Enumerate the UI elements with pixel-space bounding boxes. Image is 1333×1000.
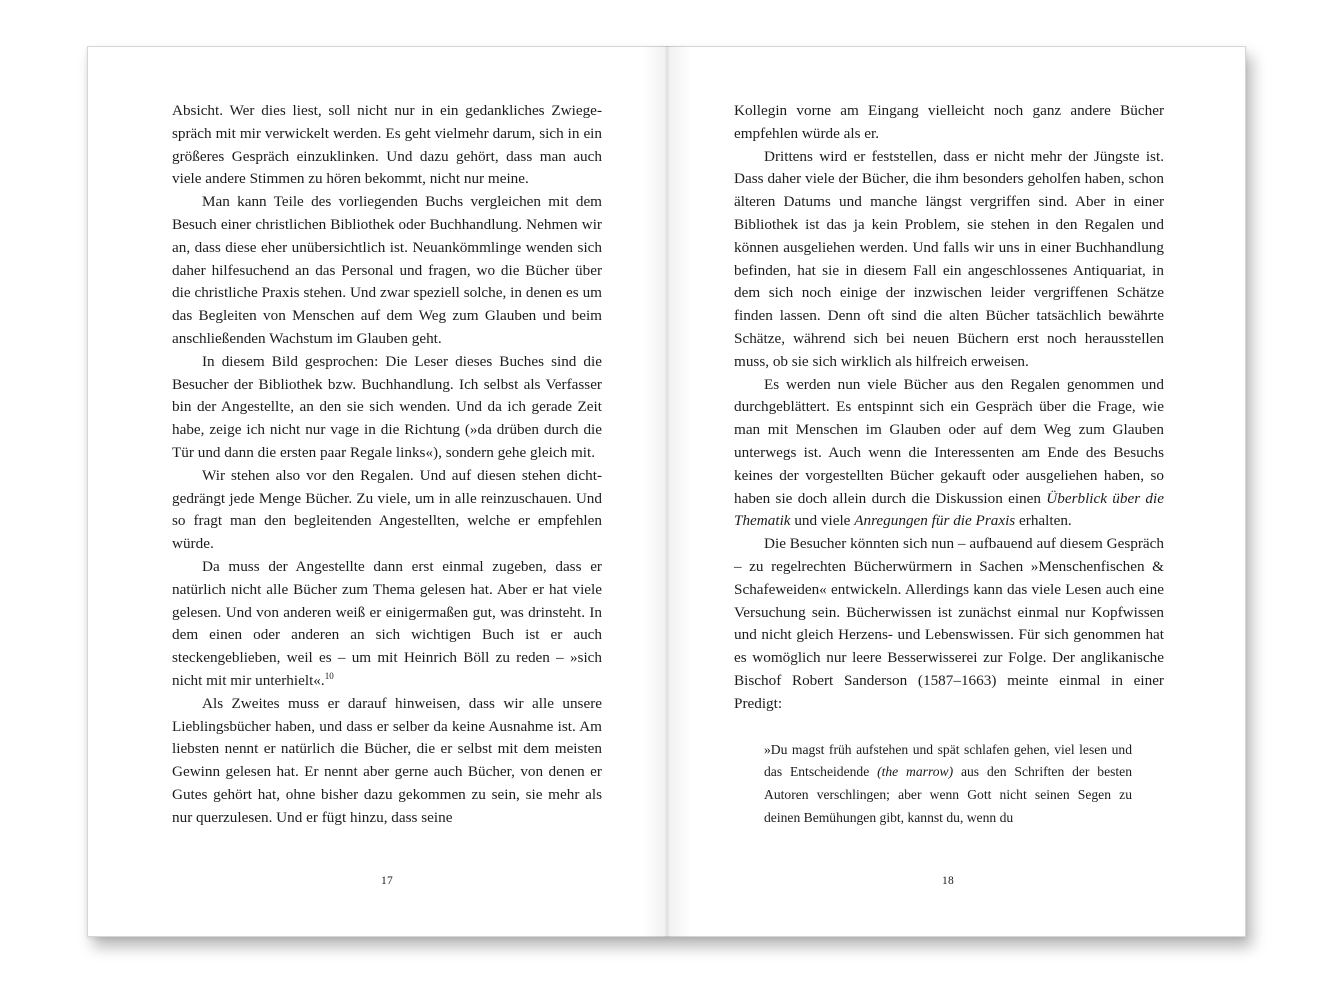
paragraph	[734, 374, 1164, 534]
block-quote	[764, 739, 1132, 830]
left-page-body	[172, 100, 602, 830]
right-page-body	[734, 100, 1164, 830]
emphasis-overview: Überblick über die Thematik	[734, 489, 1164, 530]
footnote-reference[interactable]: 10	[324, 670, 334, 681]
paragraph-text: erhalten.	[1015, 512, 1072, 530]
paragraph: Drittens wird er feststellen, dass er nicht mehr der Jüngste ist. Dass daher viele der Bücher, die ihm besonders geholfen haben, schon älteren Datums und manche längst vergriffen sind. Aber in einer Bibliothek ist das ja kein Problem, sie stehen in den Regalen und können ausgeliehen werden. Und falls wir uns in einer Buchhandlung befinden, hat sie in diesem Fall ein angeschlossenes Antiquariat, in dem sich noch einige der inzwischen leider vergriffenen Schätze finden lassen. Denn oft sind die alten Bücher tatsächlich bewährte Schätze, während sich bei neuen Büchern erst noch herausstellen muss, ob sie sich wirklich als hilfreich erweisen.	[734, 147, 1164, 370]
page-number: 18	[941, 875, 955, 887]
emphasis-practice: Anregungen für die Praxis	[854, 512, 1016, 530]
paragraph-text: und viele	[790, 512, 855, 530]
paragraph: Wir stehen also vor den Regalen. Und auf diesen stehen dichtgedrängt jede Menge Bücher. Zu viele, um in alle reinzuschauen. Und so fragt man den begleitenden Angestellten, welche er empfehlen würde.	[172, 466, 602, 553]
paragraph: Die Besucher könnten sich nun – aufbauend auf diesem Gespräch – zu regelrechten Bücherwürmern in Sachen »Menschenfischen & Schafeweiden« entwickeln. Allerdings kann das viele Lesen auch eine Versuchung sein. Bücherwissen ist zunächst einmal nur Kopfwissen und nicht gleich Herzens- und Lebenswissen. Für sich genommen hat es womöglich nur leere Besserwisserei zur Folge. Der anglikanische Bischof Robert Sanderson (1587–1663) meinte einmal in einer Predigt:	[734, 535, 1164, 712]
quote-text: »Du magst früh aufstehen und spät schlafen gehen, viel lesen und das Entscheidende	[764, 741, 1132, 780]
right-page	[667, 46, 1246, 937]
quote-emphasis: (the marrow)	[877, 764, 954, 780]
paragraph: Als Zweites muss er darauf hinweisen, dass wir alle unsere Lieblingsbücher haben, und dass er selber da keine Ausnahme ist. Am liebsten nennt er natürlich die Bücher, die er selbst mit dem meisten Gewinn gelesen hat. Er nennt aber gerne auch Bücher, von denen er Gutes gehört hat, ohne bisher dazu gekommen zu sein, sie mehr als nur querzulesen. Und er fügt hinzu, dass seine	[172, 694, 602, 826]
paragraph-with-footnote	[172, 556, 602, 693]
paragraph: Da muss der Angestellte dann erst einmal zugeben, dass er natürlich nicht alle Bücher zum Thema gelesen hat. Aber er hat viele gelesen. Und von anderen weiß er einigermaßen gut, was drinsteht. In dem einen oder anderen an sich wichtigen Buch ist er auch steckengeblieben, weil es – um mit Heinrich Böll zu reden – »sich nicht mit mir unterhielt«.	[172, 557, 602, 689]
left-page	[87, 46, 667, 937]
paragraph: Absicht. Wer dies liest, soll nicht nur in ein gedankliches Zwiegespräch mit mir verwickelt werden. Es geht vielmehr darum, sich in ein größeres Gespräch einzuklinken. Und dazu gehört, dass man auch viele andere Stimmen zu hören bekommt, nicht nur meine.	[172, 102, 602, 188]
quote-text: aus den Schriften der besten Autoren verschlingen; aber wenn Gott nicht seinen Segen zu deinen Bemühungen gibt, kannst du, wenn du	[764, 764, 1133, 825]
paragraph: Man kann Teile des vorliegenden Buchs vergleichen mit dem Besuch einer christlichen Bibliothek oder Buchhandlung. Nehmen wir an, dass diese eher unübersichtlich ist. Neuankömmlinge wenden sich daher hilfesuchend an das Personal und fragen, wo die Bücher über die christliche Praxis stehen. Und zwar speziell solche, in denen es um das Begleiten von Menschen auf dem Weg zum Glauben und beim anschließenden Wachstum im Glauben geht.	[172, 193, 602, 347]
paragraph: Kollegin vorne am Eingang vielleicht noch ganz andere Bücher empfehlen würde als er.	[734, 102, 1164, 142]
book-spread	[87, 46, 1246, 937]
page-number: 17	[380, 875, 394, 887]
paragraph: In diesem Bild gesprochen: Die Leser dieses Buches sind die Besucher der Bibliothek bzw. Buchhandlung. Ich selbst als Verfasser bin der Angestellte, an den sie sich wenden. Und da ich gerade Zeit habe, zeige ich nicht nur vage in die Richtung (»da drüben durch die Tür und dann die ersten paar Regale links«), sondern gehe gleich mit.	[172, 352, 602, 461]
paragraph-text: Es werden nun viele Bücher aus den Regalen genommen und durchgeblättert. Es entspinnt sich ein Gespräch über die Frage, wie man mit Menschen im Glauben oder auf dem Weg zum Glauben unterwegs ist. Auch wenn die Interessenten am Ende des Besuchs keines der vorgestellten Bücher gekauft oder ausgeliehen haben, so haben sie doch allein durch die Diskussion einen	[734, 375, 1164, 507]
